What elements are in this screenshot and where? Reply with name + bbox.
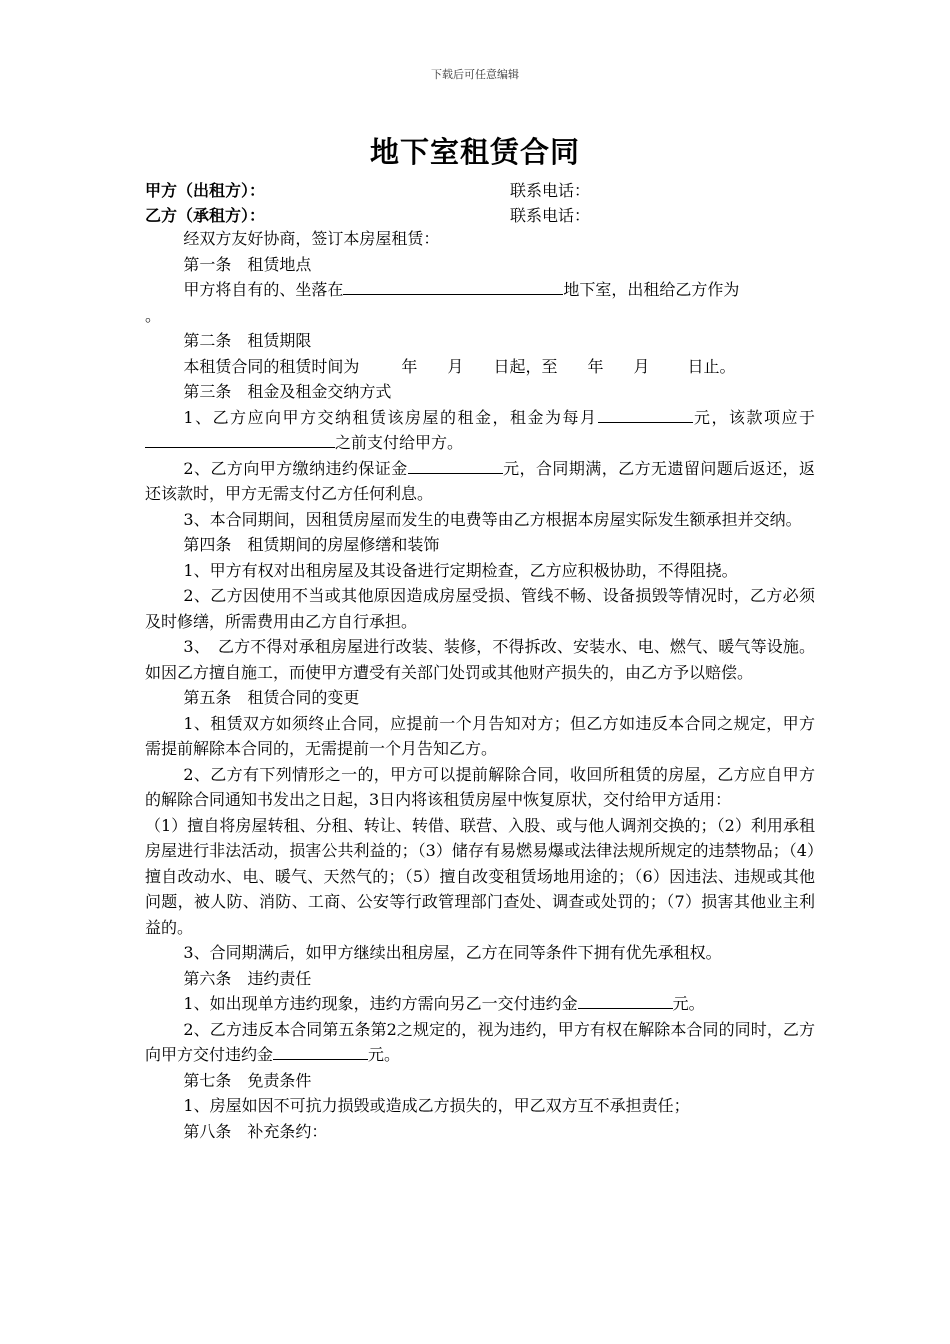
party-b-label: 乙方（承租方）： [145,206,266,225]
document-title: 地下室租赁合同 [369,135,580,169]
article-6-item-2: 2、乙方违反本合同第五条第2之规定的，视为违约，甲方有权在解除本合同的同时，乙方向甲方交付违约金 元。 [145,1019,815,1064]
party-a-phone-label: 联系电话： [510,181,591,200]
article-5-conditions: （1）擅自将房屋转租、分租、转让、转借、联营、入股、或与他人调剂交换的；（2）利用承租房屋进行非法活动，损害公共利益的；（3）储存有易燃易爆或法律法规所规定的违禁物品；（4）擅自改动水、电、暖气、天然气的；（5）擅自改变租赁场地用途的；（6）因违法、违规或其他问题，被人防、消防、工商、公安等行政管理部门查处、调查或处罚的；（7）损害其他业主利益的。 [145,815,815,937]
article-5-item-1: 1、租赁双方如须终止合同，应提前一个月告知对方；但乙方如违反本合同之规定，甲方需提前解除本合同的，无需提前一个月告知乙方。 [145,713,815,758]
monthly-rent-blank[interactable] [598,405,693,423]
article-1-heading: 第一条 租赁地点 [183,254,312,274]
penalty-blank-1[interactable] [578,991,673,1009]
article-3-item-3: 3、本合同期间，因租赁房屋而发生的电费等由乙方根据本房屋实际发生额承担并交纳。 [183,509,802,529]
header-note: 下载后可任意编辑 [431,68,519,81]
payment-date-blank[interactable] [145,430,335,448]
deposit-blank[interactable] [408,456,503,474]
article-5-heading: 第五条 租赁合同的变更 [183,688,360,707]
article-5-item-3: 3、合同期满后，如甲方继续出租房屋，乙方在同等条件下拥有优先承租权。 [183,943,722,962]
article-4-item-2: 2、乙方因使用不当或其他原因造成房屋受损、管线不畅、设备损毁等情况时，乙方必须及时修缮，所需费用由乙方自行承担。 [145,586,815,631]
article-8-heading: 第八条 补充条约： [183,1121,328,1141]
article-6-item-1: 1、如出现单方违约现象，违约方需向另乙一交付违约金 元。 [145,991,815,1017]
article-3-item-2: 2、乙方向甲方缴纳违约保证金 元，合同期满，乙方无遗留问题后返还，返还该款时，甲方无需支付乙方任何利息。 [145,456,815,507]
article-3-heading: 第三条 租金及租金交纳方式 [183,382,392,401]
article-1-tail: 。 [145,305,162,325]
penalty-blank-2[interactable] [273,1042,368,1060]
article-4-item-1: 1、甲方有权对出租房屋及其设备进行定期检查，乙方应积极协助，不得阻挠。 [183,560,738,580]
article-1-paragraph: 甲方将自有的、坐落在 地下室，出租给乙方作为 [145,277,815,303]
article-4-heading: 第四条 租赁期间的房屋修缮和装饰 [183,535,440,554]
article-2-paragraph: 本租赁合同的租赁时间为 年 月 日起，至 年 月 日止。 [183,356,736,376]
article-5-item-2: 2、乙方有下列情形之一的，甲方可以提前解除合同，收回所租赁的房屋，乙方应自甲方的解除合同通知书发出之日起，3日内将该租赁房屋中恢复原状，交付给甲方适用： [145,764,815,809]
article-3-item-1: 1、乙方应向甲方交纳租赁该房屋的租金，租金为每月 元，该款项应于之前支付给甲方。 [145,405,815,456]
party-a-label: 甲方（出租方）： [145,181,266,200]
article-7-heading: 第七条 免责条件 [183,1070,312,1090]
contract-body [145,226,815,1144]
intro-paragraph: 经双方友好协商，签订本房屋租赁： [183,229,440,248]
location-blank[interactable] [343,277,563,295]
article-2-heading: 第二条 租赁期限 [183,331,312,350]
article-6-heading: 第六条 违约责任 [183,968,312,988]
article-7-item-1: 1、房屋如因不可抗力损毁或造成乙方损失的，甲乙双方互不承担责任； [183,1096,690,1115]
party-b-phone-label: 联系电话： [510,206,591,225]
article-4-item-3: 3、 乙方不得对承租房屋进行改装、装修，不得拆改、安装水、电、燃气、暖气等设施。如因乙方擅自施工，而使甲方遭受有关部门处罚或其他财产损失的，由乙方予以赔偿。 [145,637,815,682]
